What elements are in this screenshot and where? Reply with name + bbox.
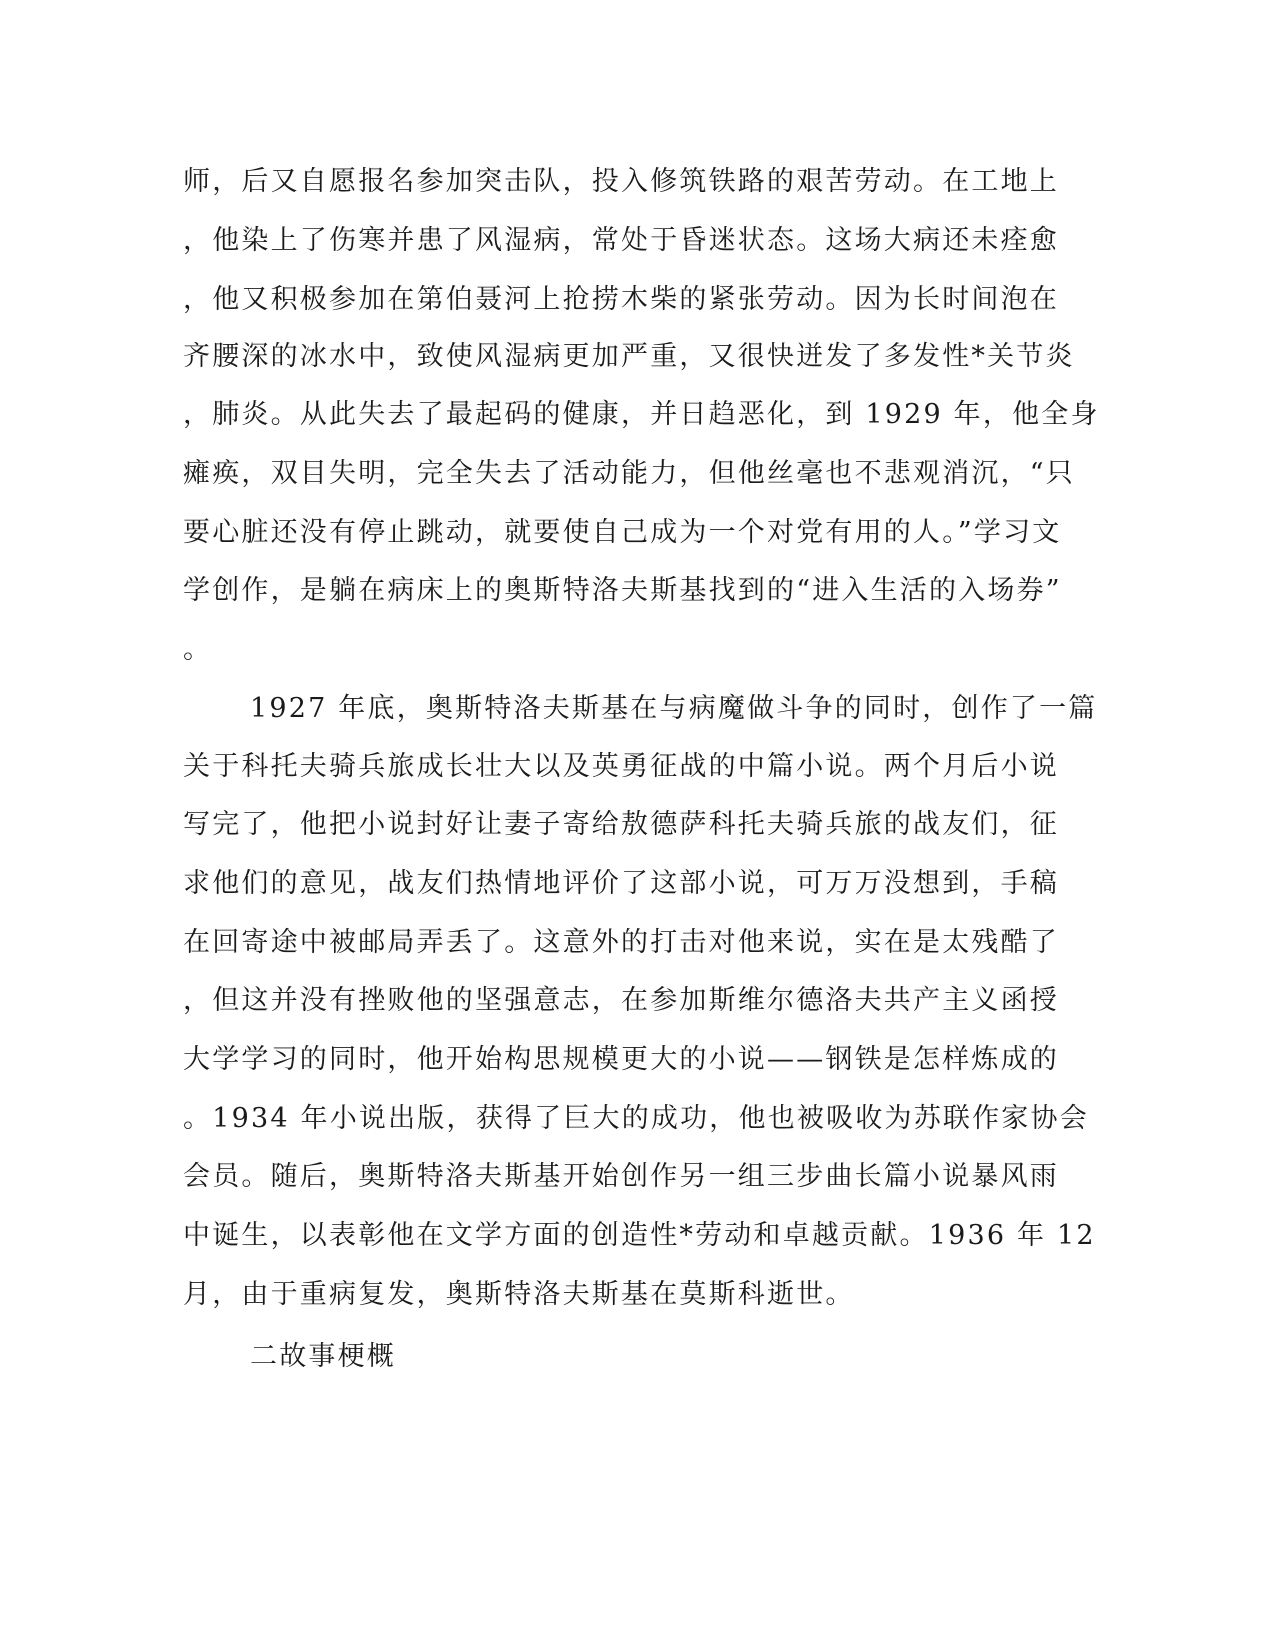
text-line: ，但这并没有挫败他的坚强意志，在参加斯维尔德洛夫共产主义函授 bbox=[183, 985, 1059, 1016]
text-line: 师，后又自愿报名参加突击队，投入修筑铁路的艰苦劳动。在工地上 bbox=[183, 166, 1059, 197]
text-line: 要心脏还没有停止跳动，就要使自己成为一个对党有用的人。”学习文 bbox=[183, 517, 1062, 548]
text-line: 在回寄途中被邮局弄丢了。这意外的打击对他来说，实在是太残酷了 bbox=[183, 927, 1059, 958]
text-line: 关于科托夫骑兵旅成长壮大以及英勇征战的中篇小说。两个月后小说 bbox=[183, 751, 1059, 782]
text-line: 瘫痪，双目失明，完全失去了活动能力，但他丝毫也不悲观消沉，“只 bbox=[183, 458, 1076, 489]
text-line: 中诞生，以表彰他在文学方面的创造性*劳动和卓越贡献。1936 年 12 bbox=[183, 1220, 1096, 1251]
text-line: 学创作，是躺在病床上的奥斯特洛夫斯基找到的“进入生活的入场券” bbox=[183, 575, 1062, 606]
text-line: 。1934 年小说出版，获得了巨大的成功，他也被吸收为苏联作家协会 bbox=[183, 1103, 1089, 1134]
text-line: 大学学习的同时，他开始构思规模更大的小说——钢铁是怎样炼成的 bbox=[183, 1044, 1059, 1075]
text-line: 会员。随后，奥斯特洛夫斯基开始创作另一组三步曲长篇小说暴风雨 bbox=[183, 1161, 1059, 1192]
text-line: 齐腰深的冰水中，致使风湿病更加严重，又很快迸发了多发性*关节炎 bbox=[183, 341, 1075, 372]
text-line: ，他又积极参加在第伯聂河上抢捞木柴的紧张劳动。因为长时间泡在 bbox=[183, 284, 1059, 315]
text-line: ，他染上了伤寒并患了风湿病，常处于昏迷状态。这场大病还未痊愈 bbox=[183, 225, 1059, 256]
text-line: 求他们的意见，战友们热情地评价了这部小说，可万万没想到，手稿 bbox=[183, 868, 1059, 899]
text-line: 月，由于重病复发，奥斯特洛夫斯基在莫斯科逝世。 bbox=[183, 1279, 855, 1310]
text-line: ，肺炎。从此失去了最起码的健康，并日趋恶化，到 1929 年，他全身 bbox=[183, 399, 1100, 430]
text-line: 写完了，他把小说封好让妻子寄给敖德萨科托夫骑兵旅的战友们，征 bbox=[183, 809, 1059, 840]
text-line: 。 bbox=[183, 634, 213, 665]
paragraph-first-line: 1927 年底，奥斯特洛夫斯基在与病魔做斗争的同时，创作了一篇 bbox=[250, 693, 1098, 724]
section-heading: 二故事梗概 bbox=[250, 1341, 396, 1372]
